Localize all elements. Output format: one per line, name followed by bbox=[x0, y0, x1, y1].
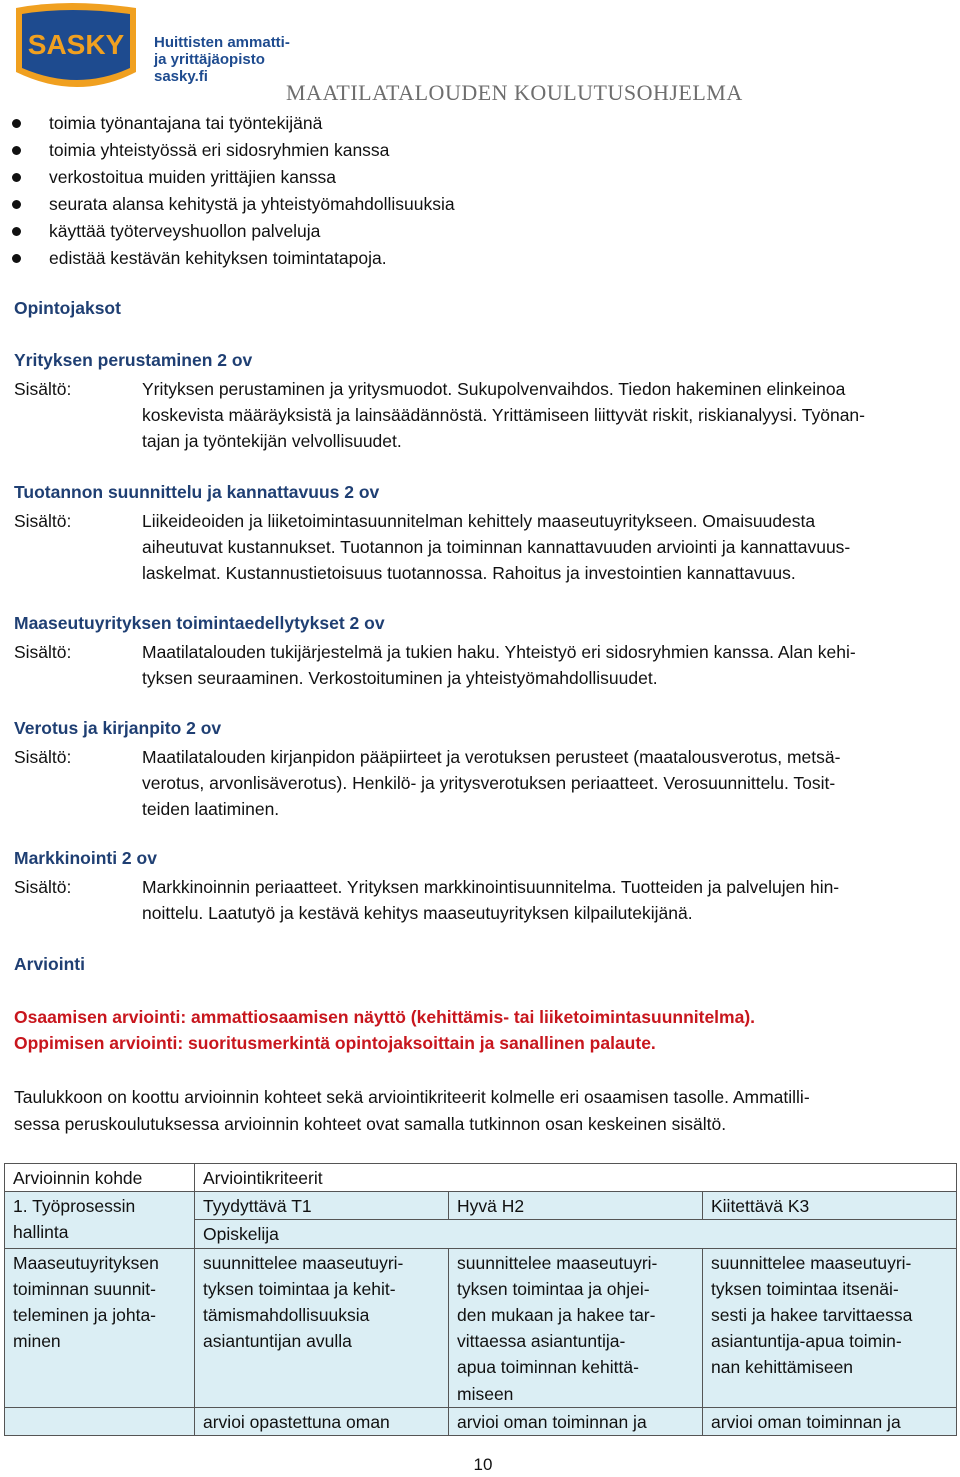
content-text bbox=[142, 376, 954, 454]
table-header-criteria: Arviointikriteerit bbox=[195, 1164, 957, 1192]
bullet-icon bbox=[12, 254, 21, 263]
content-line: Maatilatalouden kirjanpidon pääpiirteet ja verotuksen perusteet (maatalousverotus, metsä- bbox=[142, 747, 841, 767]
cell-line: apua toiminnan kehittä- bbox=[457, 1357, 639, 1378]
learning-assessment-note: Oppimisen arviointi: suoritusmerkintä opintojaksoittain ja sanallinen palaute. bbox=[14, 1033, 656, 1053]
table-cell-target bbox=[5, 1192, 195, 1248]
course-title: Tuotannon suunnittelu ja kannattavuus 2 ov bbox=[14, 482, 380, 502]
list-item-text: toimia työnantajana tai työntekijänä bbox=[49, 113, 323, 133]
paragraph-line: Taulukkoon on koottu arvioinnin kohteet sekä arviointikriteerit kolmelle eri osaamisen tasolle. Ammatilli- bbox=[14, 1087, 810, 1107]
table-cell-level: Tyydyttävä T1 bbox=[195, 1192, 449, 1220]
sasky-logo bbox=[8, 2, 290, 98]
section-heading-opintojaksot: Opintojaksot bbox=[14, 298, 121, 318]
content-text bbox=[142, 744, 954, 822]
table-cell-subject: Opiskelija bbox=[195, 1220, 957, 1248]
table-cell-level: Kiitettävä K3 bbox=[703, 1192, 957, 1220]
list-item bbox=[12, 110, 455, 137]
cell-line: minen bbox=[13, 1331, 61, 1352]
cell-line: Maaseutuyrityksen bbox=[13, 1252, 159, 1273]
table-cell-criteria: arvioi oman toiminnan ja bbox=[449, 1407, 703, 1435]
list-item bbox=[12, 245, 455, 272]
list-item-text: verkostoitua muiden yrittäjien kanssa bbox=[49, 167, 336, 187]
program-title: MAATILATALOUDEN KOULUTUSOHJELMA bbox=[286, 80, 743, 105]
bullet-icon bbox=[12, 173, 21, 182]
content-line: teiden laatiminen. bbox=[142, 799, 280, 819]
table-cell-target bbox=[5, 1407, 195, 1435]
list-item-text: toimia yhteistyössä eri sidosryhmien kanssa bbox=[49, 140, 390, 160]
paragraph-line: sessa peruskoulutuksessa arvioinnin kohteet ovat samalla tutkinnon osan keskeinen sisältö. bbox=[14, 1113, 727, 1134]
content-text bbox=[142, 639, 954, 691]
content-line: verotus, arvonlisäverotus). Henkilö- ja yritysverotuksen periaatteet. Verosuunnittelu. Tosit- bbox=[142, 773, 836, 793]
cell-line: hallinta bbox=[13, 1222, 69, 1243]
assessment-paragraph bbox=[14, 1084, 944, 1137]
content-text bbox=[142, 874, 954, 926]
content-line: aiheutuvat kustannukset. Tuotannon ja toiminnan kannattavuuden arviointi ja kannattavuus- bbox=[142, 537, 851, 557]
bullet-icon bbox=[12, 119, 21, 128]
list-item bbox=[12, 218, 455, 245]
list-item-text: seurata alansa kehitystä ja yhteistyömahdollisuuksia bbox=[49, 194, 455, 214]
cell-line: asiantuntijan avulla bbox=[203, 1331, 352, 1352]
assessment-heading: Arviointi bbox=[14, 954, 85, 974]
cell-line: nan kehittämiseen bbox=[711, 1357, 854, 1378]
cell-line: tyksen toimintaa ja ohjei- bbox=[457, 1278, 650, 1299]
sasky-logo-badge-icon bbox=[8, 2, 142, 98]
cell-line: vittaessa asiantuntija- bbox=[457, 1331, 626, 1352]
evaluation-table bbox=[4, 1163, 957, 1436]
cell-line: suunnittelee maaseutuyri- bbox=[203, 1252, 404, 1273]
content-label: Sisältö: bbox=[14, 511, 72, 531]
table-header-row bbox=[5, 1164, 957, 1192]
competence-bullet-list bbox=[12, 110, 455, 272]
cell-line: toiminnan suunnit- bbox=[13, 1278, 156, 1299]
page-number: 10 bbox=[473, 1455, 493, 1474]
list-item bbox=[12, 137, 455, 164]
table-row bbox=[5, 1407, 957, 1435]
logo-word: SASKY bbox=[27, 29, 125, 60]
content-label: Sisältö: bbox=[14, 379, 72, 399]
logo-line-3: sasky.fi bbox=[154, 68, 208, 85]
content-line: Maatilatalouden tukijärjestelmä ja tukien haku. Yhteistyö eri sidosryhmien kanssa. Alan kehi- bbox=[142, 642, 856, 662]
bullet-icon bbox=[12, 227, 21, 236]
cell-line: suunnittelee maaseutuyri- bbox=[711, 1252, 912, 1273]
table-cell-criteria bbox=[703, 1248, 957, 1407]
content-line: tajan ja työntekijän velvollisuudet. bbox=[142, 431, 402, 451]
table-header-target: Arvioinnin kohde bbox=[5, 1164, 195, 1192]
content-line: Markkinoinnin periaatteet. Yrityksen markkinointisuunnitelma. Tuotteiden ja palvelujen hin- bbox=[142, 877, 840, 897]
course-title: Maaseutuyrityksen toimintaedellytykset 2 ov bbox=[14, 613, 385, 633]
content-line: Liikeideoiden ja liiketoimintasuunnitelman kehittely maaseutuyritykseen. Omaisuudesta bbox=[142, 511, 816, 531]
cell-line: tämismahdollisuuksia bbox=[203, 1305, 370, 1326]
content-line: noittelu. Laatutyö ja kestävä kehitys maaseutuyrityksen kilpailutekijänä. bbox=[142, 903, 693, 923]
course-title: Markkinointi 2 ov bbox=[14, 848, 157, 868]
table-cell-criteria: arvioi opastettuna oman bbox=[195, 1407, 449, 1435]
table-row bbox=[5, 1248, 957, 1407]
table-row bbox=[5, 1192, 957, 1220]
list-item-text: edistää kestävän kehityksen toimintatapoja. bbox=[49, 248, 387, 268]
content-line: tyksen seuraaminen. Verkostoituminen ja yhteistyömahdollisuudet. bbox=[142, 668, 658, 688]
cell-line: teleminen ja johta- bbox=[13, 1305, 156, 1326]
cell-line: sesti ja hakee tarvittaessa bbox=[711, 1305, 913, 1326]
list-item-text: käyttää työterveyshuollon palveluja bbox=[49, 221, 321, 241]
content-label: Sisältö: bbox=[14, 642, 72, 662]
course-title: Yrityksen perustaminen 2 ov bbox=[14, 350, 253, 370]
cell-line: miseen bbox=[457, 1383, 514, 1404]
cell-line: den mukaan ja hakee tar- bbox=[457, 1305, 656, 1326]
table-cell-criteria: arvioi oman toiminnan ja bbox=[703, 1407, 957, 1435]
table-cell-level: Hyvä H2 bbox=[449, 1192, 703, 1220]
cell-line: asiantuntija-apua toimin- bbox=[711, 1331, 902, 1352]
competence-assessment-note: Osaamisen arviointi: ammattiosaamisen näyttö (kehittämis- tai liiketoimintasuunnitelma). bbox=[14, 1007, 756, 1027]
table-cell-criteria bbox=[449, 1248, 703, 1407]
cell-line: tyksen toimintaa ja kehit- bbox=[203, 1278, 396, 1299]
content-label: Sisältö: bbox=[14, 747, 72, 767]
table-cell-criteria bbox=[195, 1248, 449, 1407]
content-line: Yrityksen perustaminen ja yritysmuodot. Sukupolvenvaihdos. Tiedon hakeminen elinkeinoa bbox=[142, 379, 846, 399]
logo-line-2: ja yrittäjäopisto bbox=[154, 51, 265, 68]
cell-line: 1. Työprosessin bbox=[13, 1196, 136, 1217]
logo-line-1: Huittisten ammatti- bbox=[154, 34, 290, 51]
bullet-icon bbox=[12, 146, 21, 155]
content-text bbox=[142, 508, 954, 586]
table-cell-target bbox=[5, 1248, 195, 1407]
content-line: laskelmat. Kustannustietoisuus tuotannossa. Rahoitus ja investointien kannattavuus. bbox=[142, 563, 796, 583]
cell-line: suunnittelee maaseutuyri- bbox=[457, 1252, 658, 1273]
list-item bbox=[12, 164, 455, 191]
content-label: Sisältö: bbox=[14, 877, 72, 897]
course-title: Verotus ja kirjanpito 2 ov bbox=[14, 718, 222, 738]
cell-line: tyksen toimintaa itsenäi- bbox=[711, 1278, 899, 1299]
list-item bbox=[12, 191, 455, 218]
content-line: koskevista määräyksistä ja lainsäädännöstä. Yrittämiseen liittyvät riskit, riskianalyysi. Työnan- bbox=[142, 405, 865, 425]
bullet-icon bbox=[12, 200, 21, 209]
